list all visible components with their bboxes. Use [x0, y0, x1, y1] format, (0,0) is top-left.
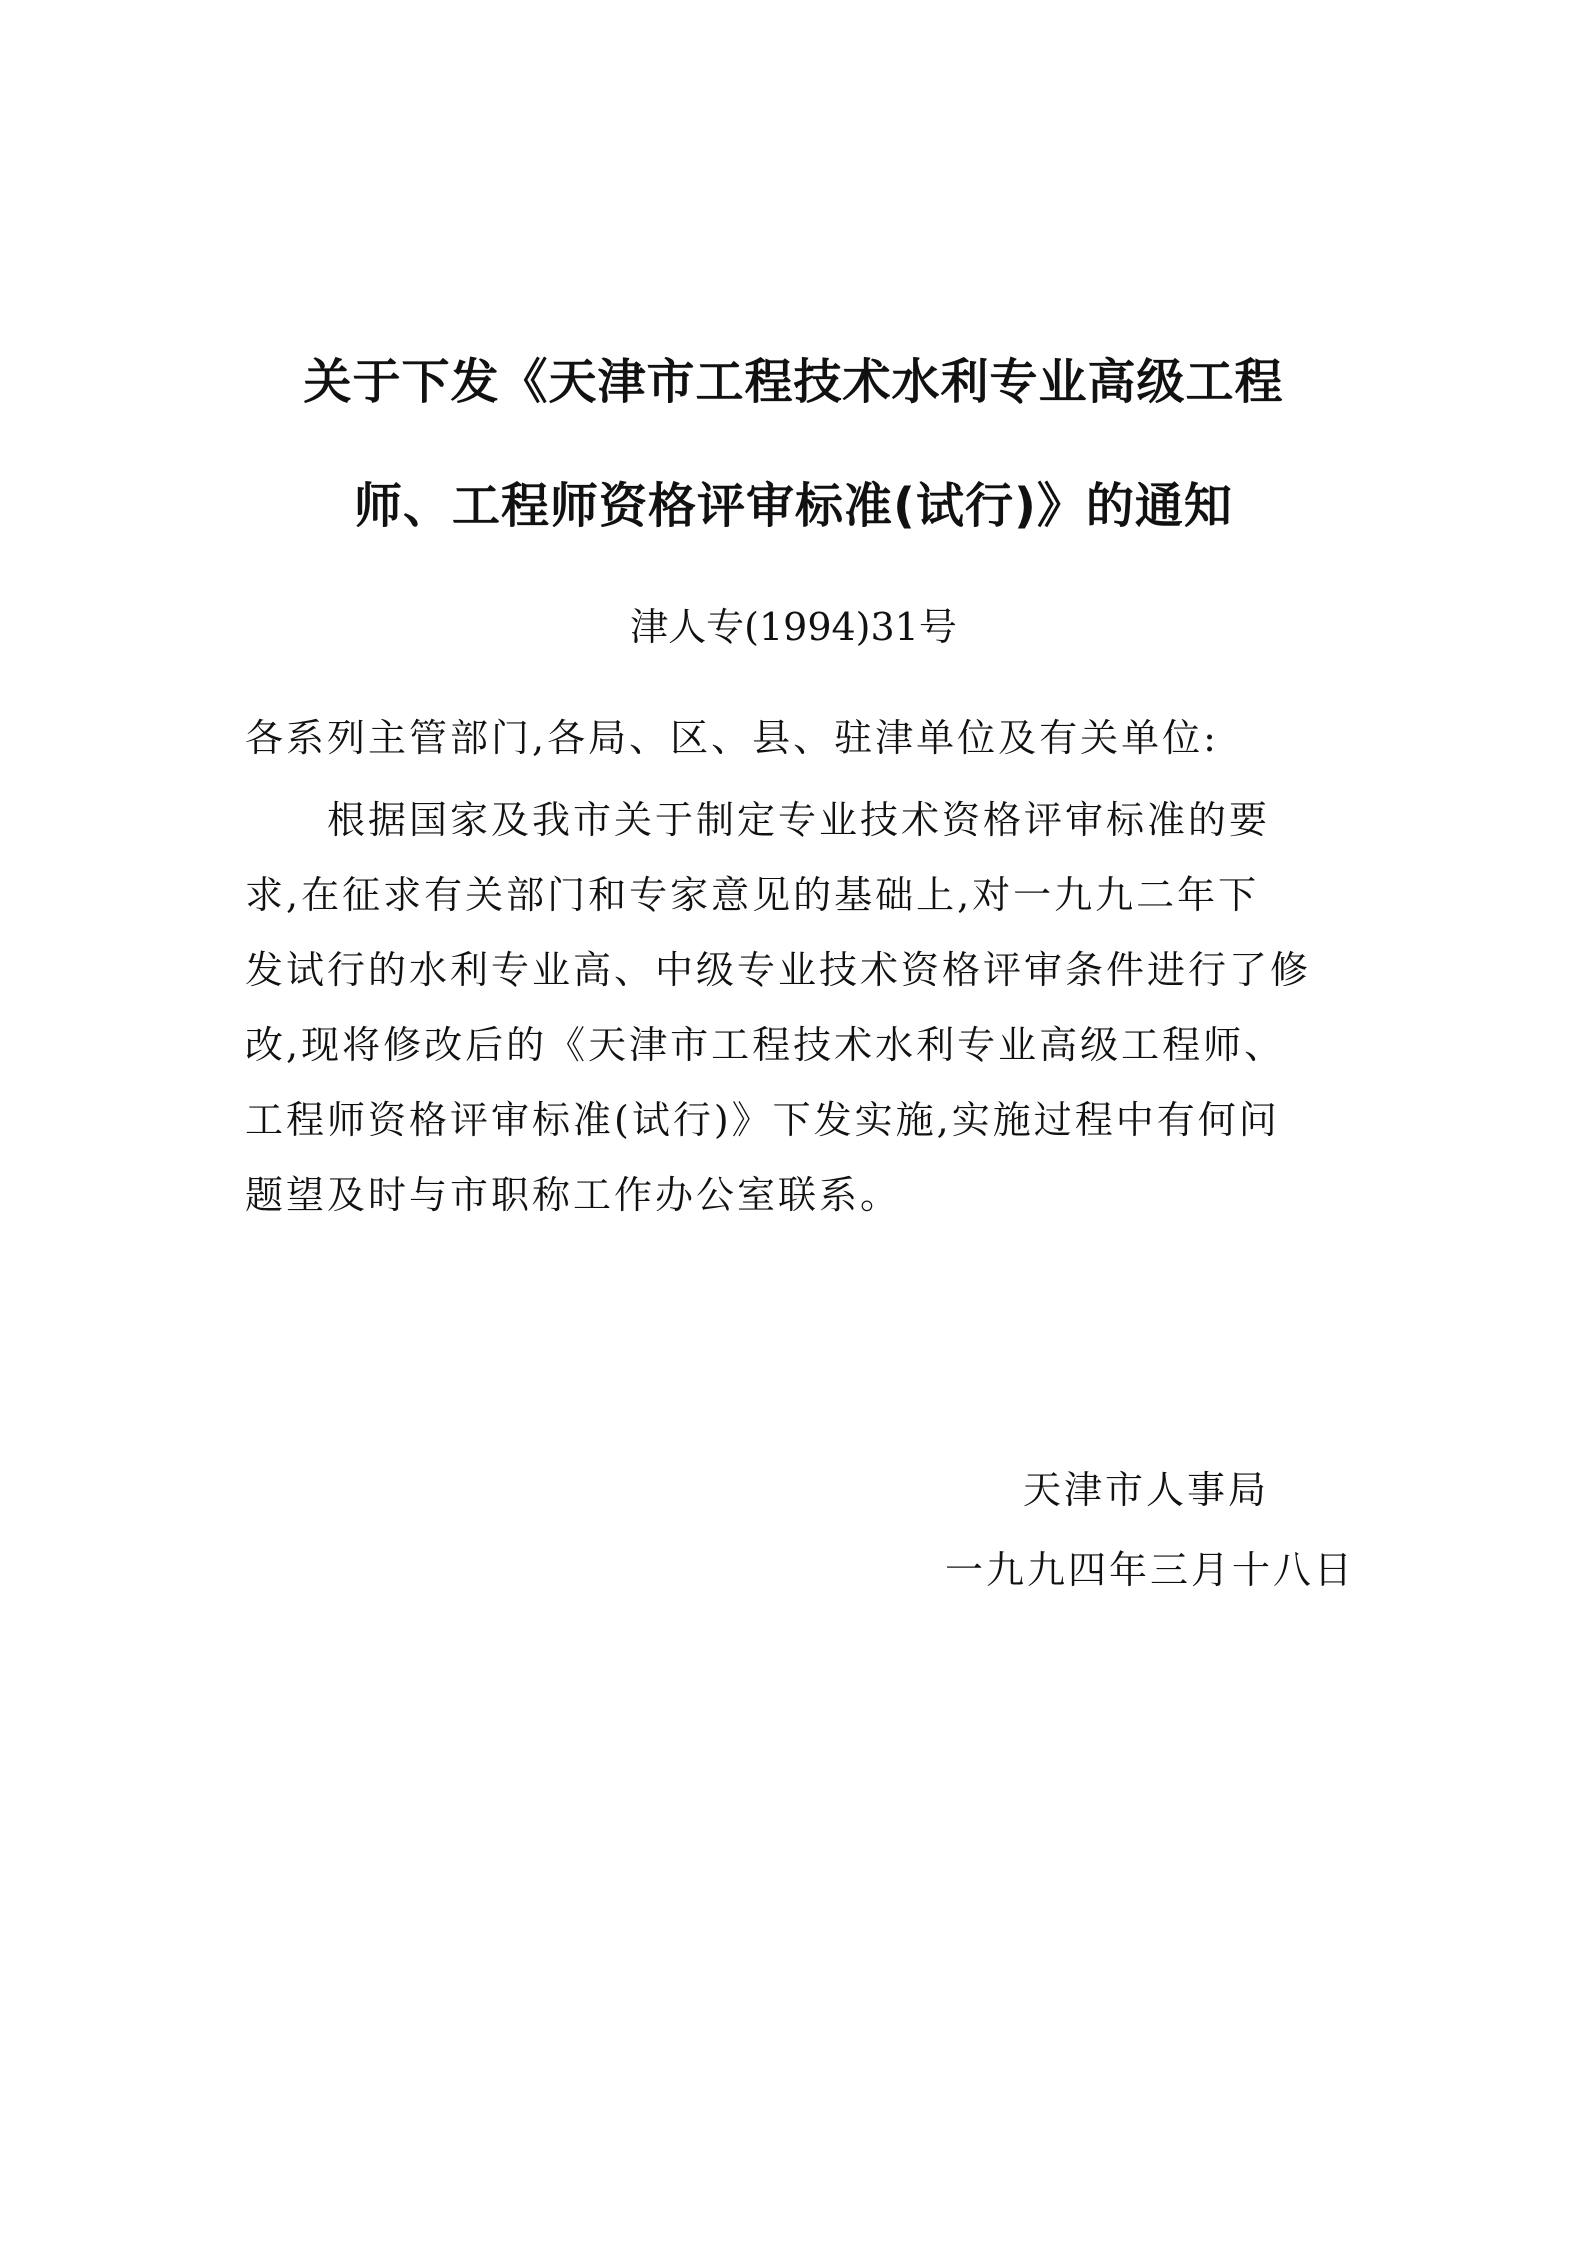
paragraph-line: 题望及时与市职称工作办公室联系。 [245, 1173, 902, 1217]
paragraph-line: 改,现将修改后的《天津市工程技术水利专业高级工程师、 [245, 1023, 1286, 1067]
paragraph-line: 工程师资格评审标准(试行)》下发实施,实施过程中有何问 [245, 1098, 1280, 1142]
issuer-name: 天津市人事局 [1022, 1468, 1269, 1512]
issue-date: 一九九四年三月十八日 [944, 1548, 1355, 1592]
document-title-line-2: 师、工程师资格评审标准(试行)》的通知 [354, 478, 1233, 534]
document-title-line-1: 关于下发《天津市工程技术水利专业高级工程 [303, 354, 1284, 410]
paragraph-line: 求,在征求有关部门和专家意见的基础上,对一九九二年下 [245, 873, 1260, 917]
document-number: 津人专(1994)31号 [630, 605, 957, 649]
paragraph-line: 发试行的水利专业高、中级专业技术资格评审条件进行了修 [245, 948, 1312, 992]
salutation: 各系列主管部门,各局、区、县、驻津单位及有关单位: [245, 716, 1219, 760]
paragraph-line: 根据国家及我市关于制定专业技术资格评审标准的要 [327, 798, 1271, 842]
body-paragraph [245, 790, 1360, 1240]
